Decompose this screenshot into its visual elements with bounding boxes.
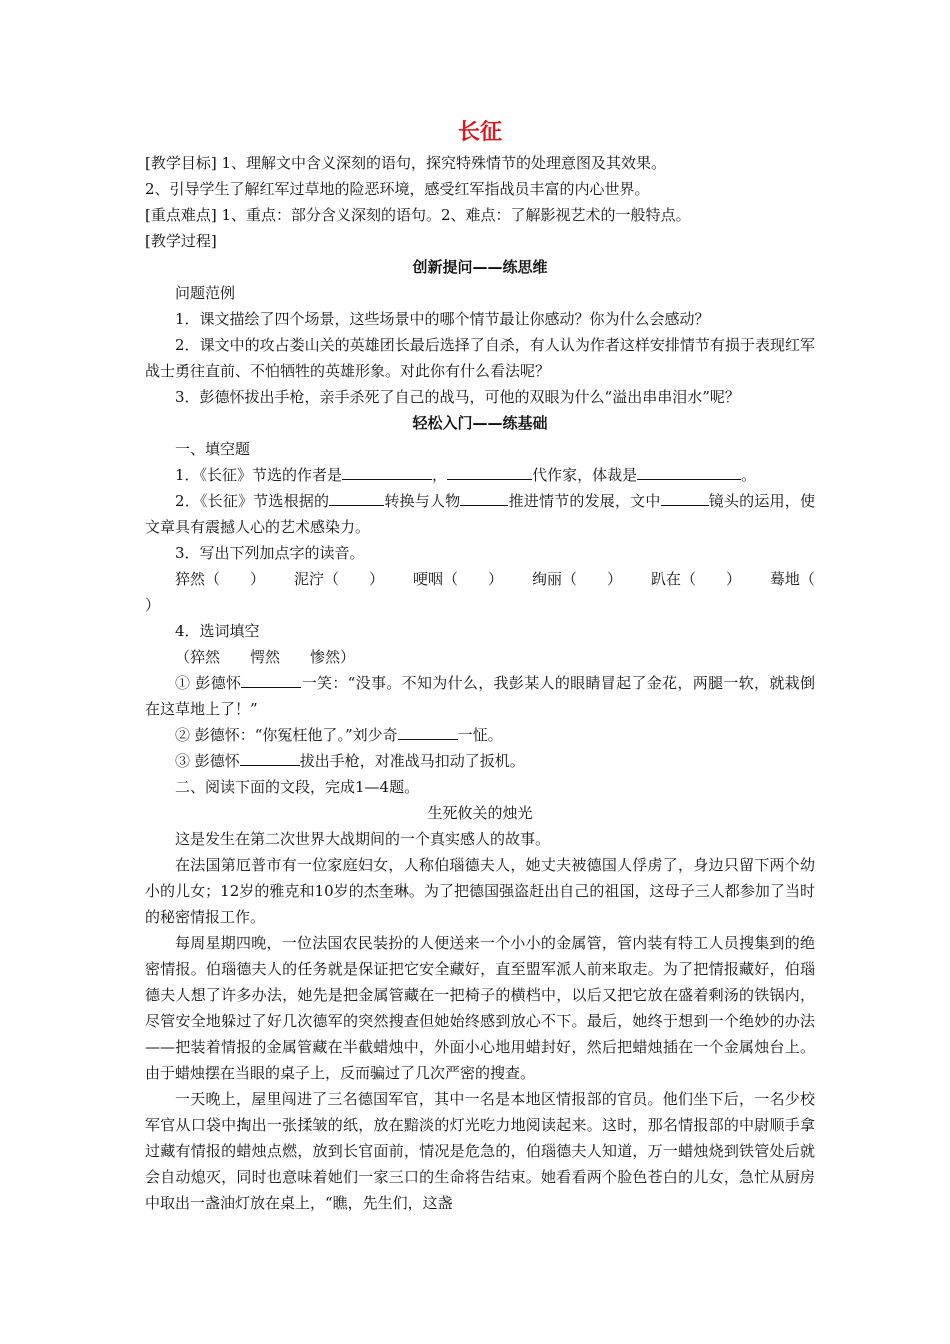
pron-item: 蓦地（ [769, 570, 815, 588]
question-3: 3．彭德怀拔出手枪，亲手杀死了自己的战马，可他的双眼为什么“溢出串串泪水”呢？ [175, 388, 740, 406]
reading-paragraph: 在法国第厄普市有一位家庭妇女，人称伯瑙德夫人，她丈夫被德国人俘虏了，身边只留下两个幼小的儿女；12岁的雅克和10岁的杰奎琳。为了把德国强盗赶出自己的祖国，这母子三人都参加了当时的秘密情报工作。 [145, 856, 815, 926]
answer-blank[interactable] [398, 723, 458, 740]
question-2: 2．课文中的攻占娄山关的英雄团长最后选择了自杀，有人认为作者这样安排情节有损于表现红军战士勇往直前、不怕牺牲的英雄形象。对此你有什么看法呢？ [145, 336, 815, 380]
part-heading: 一、填空题 [175, 440, 251, 458]
answer-blank[interactable] [637, 463, 727, 480]
pron-item: 泥泞（ ） [293, 570, 384, 588]
sentence-3: ③ 彭德怀 拔出手枪，对准战马扣动了扳机。 [145, 748, 815, 774]
answer-blank[interactable] [460, 489, 508, 506]
answer-blank[interactable] [447, 463, 532, 480]
fill-question-2: 2．《长征》节选根据的 转换与人物 推进情节的发展，文中 镜头的运用，使文章具有震撼人心的艺术感染力。 [145, 488, 815, 540]
fill-question-3: 3．写出下列加点字的读音。 [175, 544, 365, 562]
key-points-line: [重点难点] 1、重点：部分含义深刻的语句。2、难点：了解影视艺术的一般特点。 [145, 206, 691, 224]
answer-blank[interactable] [240, 749, 300, 766]
sub-heading: 问题范例 [175, 284, 236, 302]
objective-line: 2、引导学生了解红军过草地的险恶环境，感受红军指战员丰富的内心世界。 [145, 180, 650, 198]
reading-title: 生死攸关的烛光 [427, 804, 533, 822]
part-heading: 二、阅读下面的文段，完成1—4题。 [175, 778, 420, 796]
section-heading: 轻松入门——练基础 [412, 414, 548, 432]
pron-item: 趴在（ ） [650, 570, 741, 588]
document-page [145, 118, 815, 1216]
process-label: [教学过程] [145, 232, 217, 250]
reading-paragraph: 一天晚上，屋里闯进了三名德国军官，其中一名是本地区情报部的官员。他们坐下后，一名少校军官从口袋中掏出一张揉皱的纸，放在黯淡的灯光吃力地阅读起来。这时，那名情报部的中尉顺手拿过藏有情报的蜡烛点燃，放到长官面前，情况是危急的，伯瑙德夫人知道，万一蜡烛烧到铁管处后就会自动熄灭，同时也意味着她们一家三口的生命将告结束。她看看两个脸色苍白的儿女，急忙从厨房中取出一盏油灯放在桌上，“瞧，先生们，这盏 [145, 1090, 815, 1212]
fill-question-4: 4．选词填空 [175, 622, 260, 640]
answer-blank[interactable] [241, 671, 301, 688]
pron-end: ） [145, 596, 161, 614]
answer-blank[interactable] [727, 463, 741, 480]
answer-blank[interactable] [329, 489, 384, 506]
objective-line: [教学目标] 1、理解文中含义深刻的语句，探究特殊情节的处理意图及其效果。 [145, 154, 667, 172]
pron-item: 绚丽（ ） [531, 570, 622, 588]
word-options: （猝然 愕然 惨然） [175, 648, 356, 666]
question-1: 1．课文描绘了四个场景，这些场景中的哪个情节最让你感动？你为什么会感动？ [175, 310, 710, 328]
pronunciation-row [145, 566, 815, 592]
sentence-1: ① 彭德怀 一笑：“没事。不知为什么，我彭某人的眼睛冒起了金花，两腿一软，就栽倒在这草地上了！” [145, 670, 815, 722]
reading-paragraph: 这是发生在第二次世界大战期间的一个真实感人的故事。 [175, 830, 551, 848]
sentence-2: ② 彭德怀：“你冤枉他了。”刘少奇 一怔。 [145, 722, 815, 748]
section-heading: 创新提问——练思维 [412, 258, 548, 276]
document-title: 长征 [457, 120, 502, 145]
fill-question-1: 1．《长征》节选的作者是 ， 代作家，体裁是 。 [145, 462, 815, 488]
pron-item: 哽咽（ ） [412, 570, 503, 588]
answer-blank[interactable] [342, 463, 432, 480]
answer-blank[interactable] [661, 489, 709, 506]
pron-item: 猝然（ ） [175, 570, 266, 588]
reading-paragraph: 每周星期四晚，一位法国农民装扮的人便送来一个小小的金属管，管内装有特工人员搜集到的绝密情报。伯瑙德夫人的任务就是保证把它安全藏好，直至盟军派人前来取走。为了把情报藏好，伯瑙德夫人想了许多办法，她先是把金属管藏在一把椅子的横档中，以后又把它放在盛着剩汤的铁锅内，尽管安全地躲过了好几次德军的突然搜查但她始终感到放心不下。最后，她终于想到一个绝妙的办法——把装着情报的金属管藏在半截蜡烛中，外面小心地用蜡封好，然后把蜡烛插在一个金属烛台上。由于蜡烛摆在当眼的桌子上，反而骗过了几次严密的搜查。 [145, 934, 815, 1082]
